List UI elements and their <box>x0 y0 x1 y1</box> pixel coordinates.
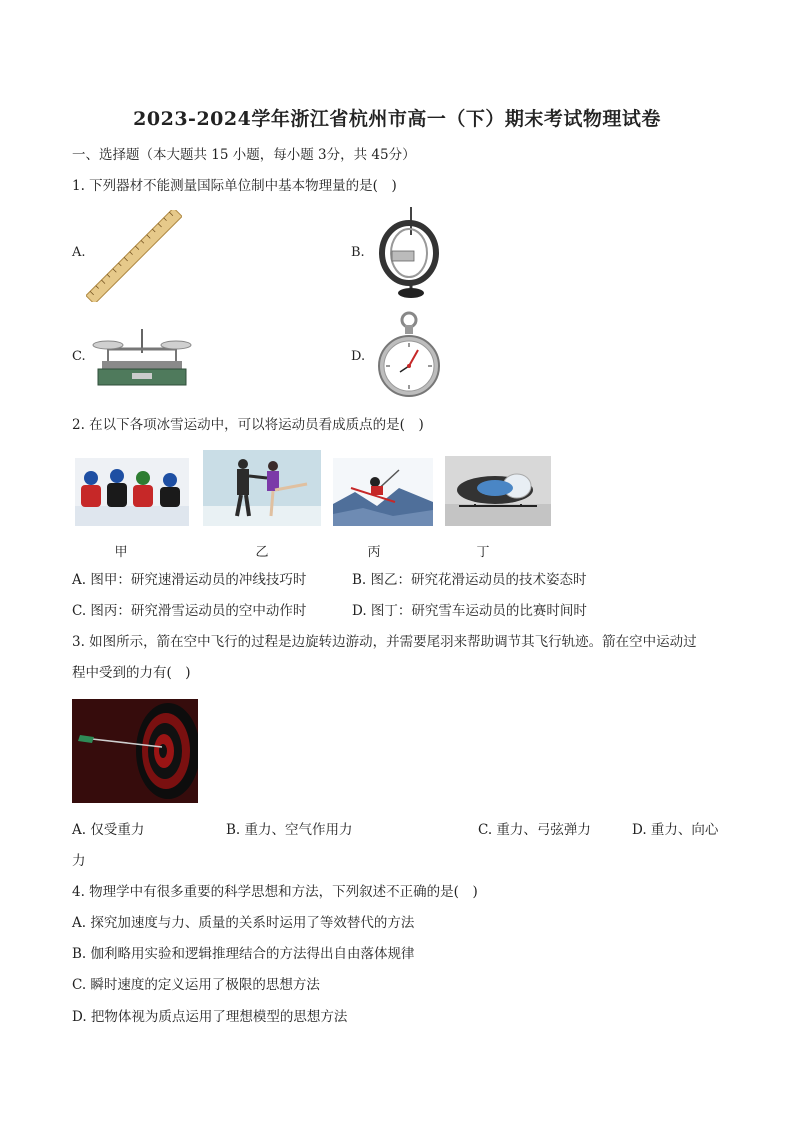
figure-skating-image <box>203 450 321 526</box>
q2-stem: 2. 在以下各项冰雪运动中，可以将运动员看成质点的是( ) <box>72 417 424 433</box>
q2-caption-yi: 乙 <box>255 545 269 560</box>
q2-caption-ding: 丁 <box>476 545 490 560</box>
q3-option-a[interactable]: A. 仅受重力 <box>72 822 145 838</box>
q2-option-b[interactable]: B. 图乙：研究花滑运动员的技术姿态时 <box>352 572 587 588</box>
q2-caption-jia: 甲 <box>114 545 128 560</box>
q3-option-d[interactable]: D. 重力、向心 <box>632 822 719 838</box>
dynamometer-icon <box>376 205 446 300</box>
balance-scale-icon <box>92 325 192 390</box>
q2-option-d[interactable]: D. 图丁：研究雪车运动员的比赛时间时 <box>352 603 587 619</box>
q1-option-c-label[interactable]: C. <box>72 349 86 364</box>
q3-option-d-wrap: 力 <box>72 853 86 869</box>
q3-option-b[interactable]: B. 重力、空气作用力 <box>226 822 353 838</box>
q1-option-a-label[interactable]: A. <box>72 245 86 260</box>
ruler-icon <box>86 210 182 302</box>
q3-stem-line1: 3. 如图所示，箭在空中飞行的过程是边旋转边游动，并需要尾羽来帮助调节其飞行轨迹。箭在空中运动过 <box>72 634 697 650</box>
skeleton-sled-image <box>445 456 551 526</box>
q1-stem: 1. 下列器材不能测量国际单位制中基本物理量的是( ) <box>72 178 397 194</box>
aerial-skiing-image <box>333 458 433 526</box>
q2-caption-bing: 丙 <box>367 545 381 560</box>
q2-option-c[interactable]: C. 图丙：研究滑雪运动员的空中动作时 <box>72 603 307 619</box>
page-title: 2023-2024学年浙江省杭州市高一（下）期末考试物理试卷 <box>133 108 661 130</box>
speed-skating-image <box>75 458 189 526</box>
arrow-target-image <box>72 699 198 803</box>
q4-stem: 4. 物理学中有很多重要的科学思想和方法，下列叙述不正确的是( ) <box>72 884 478 900</box>
q4-option-c[interactable]: C. 瞬时速度的定义运用了极限的思想方法 <box>72 977 320 993</box>
q2-option-a[interactable]: A. 图甲：研究速滑运动员的冲线技巧时 <box>72 572 307 588</box>
section-heading: 一、选择题（本大题共 15 小题，每小题 3分，共 45分） <box>72 147 416 163</box>
stopwatch-icon <box>378 310 440 402</box>
q1-option-d-label[interactable]: D. <box>351 349 366 364</box>
q4-option-b[interactable]: B. 伽利略用实验和逻辑推理结合的方法得出自由落体规律 <box>72 946 415 962</box>
q3-stem-line2: 程中受到的力有( ) <box>72 665 191 681</box>
q4-option-a[interactable]: A. 探究加速度与力、质量的关系时运用了等效替代的方法 <box>72 915 415 931</box>
q3-option-c[interactable]: C. 重力、弓弦弹力 <box>478 822 591 838</box>
q1-option-b-label[interactable]: B. <box>351 245 365 260</box>
q4-option-d[interactable]: D. 把物体视为质点运用了理想模型的思想方法 <box>72 1009 348 1025</box>
